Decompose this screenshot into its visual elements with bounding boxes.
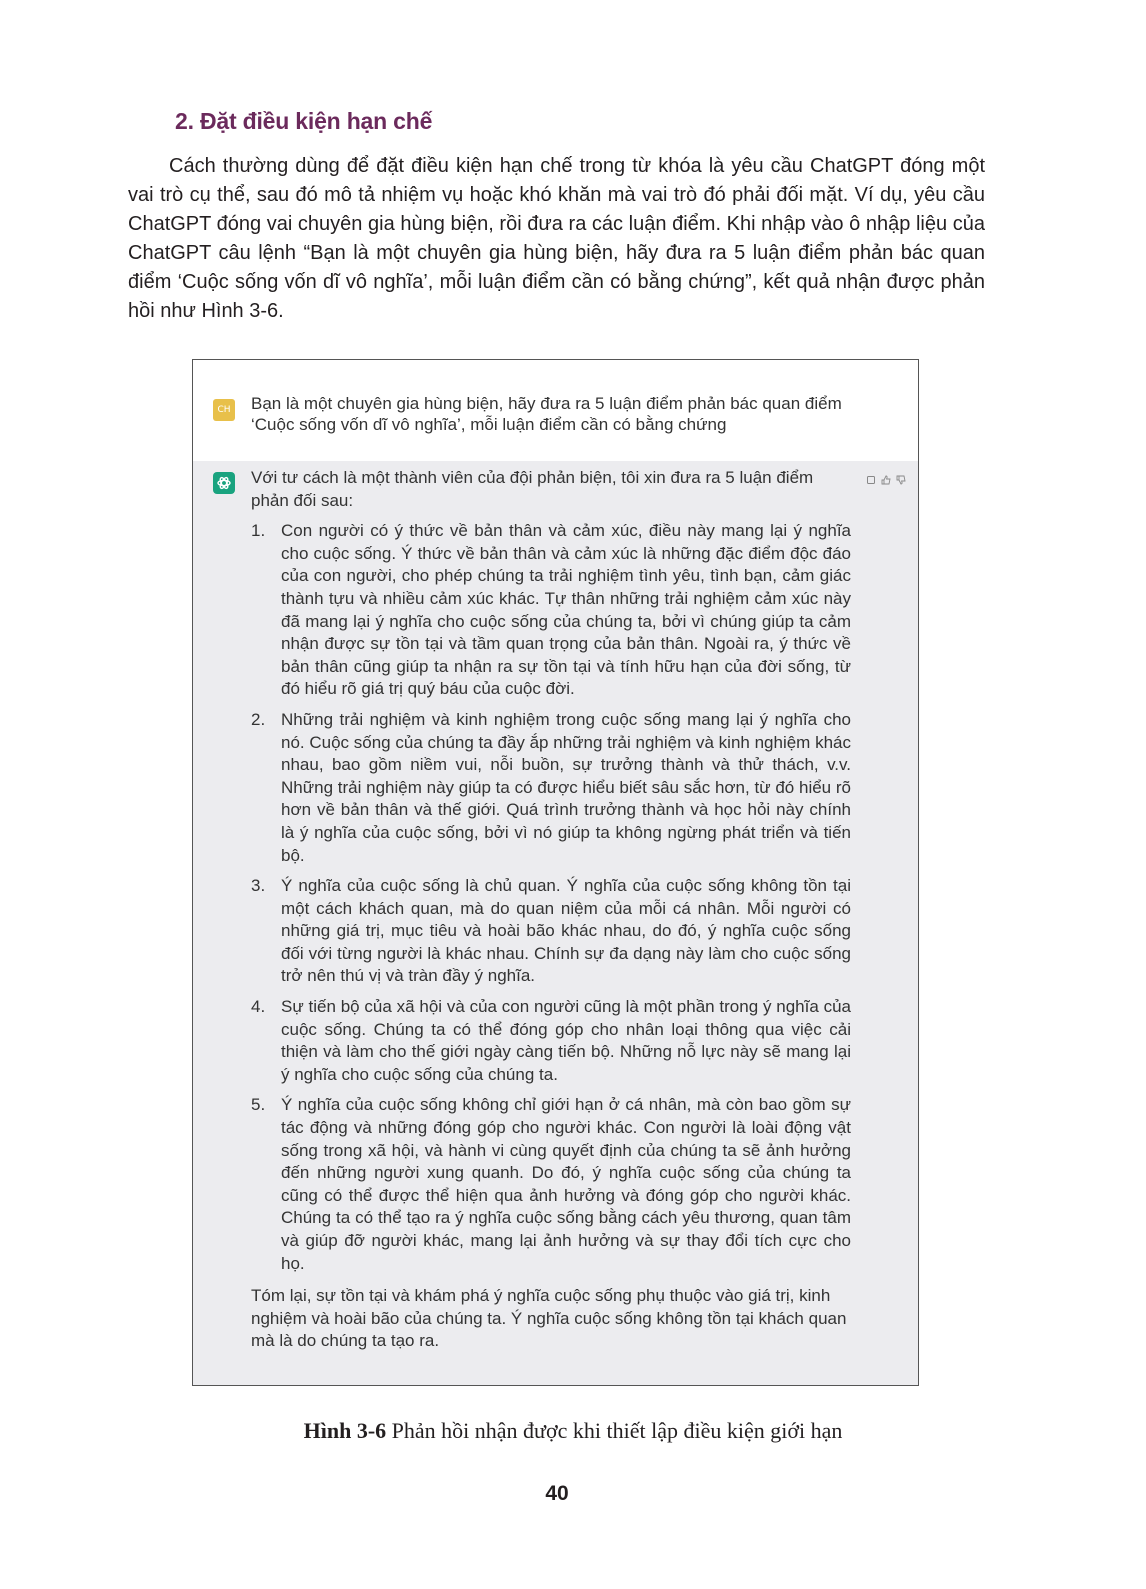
list-item-number: 2. (251, 709, 266, 729)
list-item-number: 5. (251, 1095, 266, 1115)
list-item (251, 709, 851, 867)
figure-label: Hình 3-6 (303, 1418, 387, 1443)
user-avatar: CH (213, 399, 235, 421)
user-prompt: Bạn là một chuyên gia hùng biện, hãy đưa ra 5 luận điểm phản bác quan điểm ‘Cuộc sống vốn dĩ vô nghĩa’, mỗi luận điểm cần có bằng chứng (251, 394, 842, 434)
openai-logo-icon (213, 472, 235, 494)
list-item (251, 1094, 851, 1275)
chat-screenshot-figure (192, 359, 919, 1386)
list-item-text: Ý nghĩa của cuộc sống là chủ quan. Ý nghĩa của cuộc sống không tồn tại một cách khách quan, mà do quan niệm của mỗi cá nhân. Mỗi người có những giá trị, mục tiêu và hoài bão khác nhau, do đó, ý nghĩa cuộc sống đối với từng người là khác nhau. Chính sự đa dạng này làm cho cuộc sống trở nên thú vị và tràn đầy ý nghĩa. (281, 876, 851, 986)
list-item-text: Con người có ý thức về bản thân và cảm xúc, điều này mang lại ý nghĩa cho cuộc sống. Ý thức về bản thân và cảm xúc là những đặc điểm độc đáo của con người, cho phép chúng ta trải nghiệm tình yêu, tình bạn, cảm giác thành tựu và nhiều cảm xúc khác. Tự thân những trải nghiệm cảm xúc này đã mang lại ý nghĩa cho cuộc sống của chúng ta, bởi vì chúng giúp ta cảm nhận được sự tồn tại và tầm quan trọng của bản thân. Ngoài ra, ý thức về bản thân cũng giúp ta nhận ra sự tồn tại và tính hữu hạn của đời sống, từ đó hiểu rõ giá trị quý báu của cuộc đời. (281, 521, 851, 699)
list-item-number: 4. (251, 997, 266, 1017)
thumbs-up-icon[interactable] (881, 472, 891, 482)
assistant-response (251, 467, 851, 1353)
page-number: 40 (545, 1482, 569, 1505)
user-message-row (193, 360, 918, 461)
thumbs-down-icon[interactable] (896, 472, 906, 482)
list-item (251, 875, 851, 988)
message-actions (866, 472, 906, 482)
list-item (251, 520, 851, 701)
list-item (251, 996, 851, 1086)
figure-caption (0, 1418, 1146, 1444)
list-item-text: Sự tiến bộ của xã hội và của con người cũng là một phần trong ý nghĩa của cuộc sống. Chúng ta có thể đóng góp cho nhân loại thông qua việc cải thiện và làm cho thế giới ngày càng tiến bộ. Những nỗ lực này sẽ mang lại ý nghĩa cho cuộc sống của chúng ta. (281, 997, 851, 1084)
list-item-number: 1. (251, 521, 266, 541)
list-item-number: 3. (251, 876, 266, 896)
intro-paragraph: Cách thường dùng để đặt điều kiện hạn chế trong từ khóa là yêu cầu ChatGPT đóng một vai trò cụ thể, sau đó mô tả nhiệm vụ hoặc khó khăn mà vai trò đó phải đối mặt. Ví dụ, yêu cầu ChatGPT đóng vai chuyên gia hùng biện, rồi đưa ra các luận điểm. Khi nhập vào ô nhập liệu của ChatGPT câu lệnh “Bạn là một chuyên gia hùng biện, hãy đưa ra 5 luận điểm phản bác quan điểm ‘Cuộc sống vốn dĩ vô nghĩa’, mỗi luận điểm cần có bằng chứng”, kết quả nhận được phản hồi như Hình 3-6. (128, 155, 985, 322)
list-item-text: Ý nghĩa của cuộc sống không chỉ giới hạn ở cá nhân, mà còn bao gồm sự tác động và những đóng góp cho người khác. Con người là loài động vật sống trong xã hội, và hành vi cùng quyết định của chúng ta sẽ ảnh hưởng đến những người xung quanh. Do đó, ý nghĩa cuộc sống của chúng ta cũng có thể được thể hiện qua ảnh hưởng và đóng góp cho người khác. Chúng ta có thể tạo ra ý nghĩa cuộc sống bằng cách yêu thương, quan tâm và giúp đỡ người khác, mang lại ảnh hưởng và sự thay đổi tích cực cho họ. (281, 1095, 851, 1273)
assistant-message-row (193, 461, 918, 1386)
response-intro: Với tư cách là một thành viên của đội phản biện, tôi xin đưa ra 5 luận điểm phản đối sau: (251, 468, 814, 510)
copy-icon[interactable] (866, 472, 876, 482)
list-item-text: Những trải nghiệm và kinh nghiệm trong cuộc sống mang lại ý nghĩa cho nó. Cuộc sống của chúng ta đầy ắp những trải nghiệm và kinh nghiệm khác nhau, bao gồm niềm vui, nỗi buồn, sự trưởng thành và thử thách, v.v. Những trải nghiệm này giúp ta có được hiểu biết sâu sắc hơn, từ đó hiểu rõ hơn về bản thân và thế giới. Quá trình trưởng thành và học hỏi này chính là ý nghĩa của cuộc sống, bởi vì nó giúp ta không ngừng phát triển và tiến bộ. (281, 709, 851, 865)
argument-list (251, 520, 851, 1275)
figure-caption-text: Phản hồi nhận được khi thiết lập điều kiện giới hạn (391, 1418, 843, 1443)
response-summary: Tóm lại, sự tồn tại và khám phá ý nghĩa cuộc sống phụ thuộc vào giá trị, kinh nghiệm và hoài bão của chúng ta. Ý nghĩa cuộc sống không tồn tại khách quan mà là do chúng ta tạo ra. (251, 1286, 847, 1351)
section-heading: 2. Đặt điều kiện hạn chế (175, 108, 433, 134)
